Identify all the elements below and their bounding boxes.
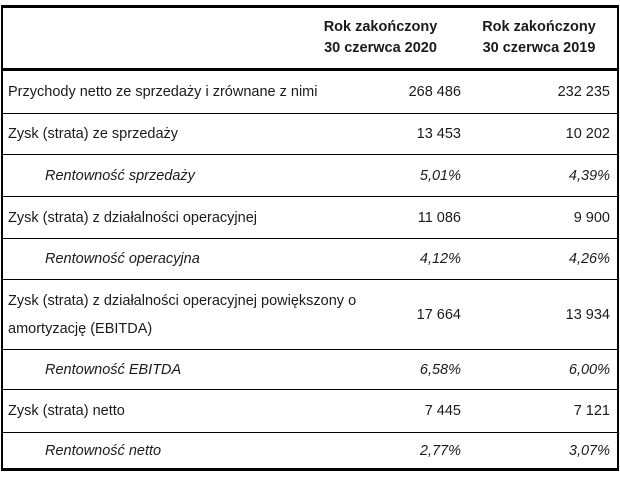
value-2020: 5,01% <box>419 167 461 184</box>
value-2020: 2,77% <box>419 442 461 459</box>
header-col-2019-line2: 30 czerwca 2019 <box>482 40 596 56</box>
row-label: Rentowność sprzedaży <box>45 167 195 184</box>
value-2019: 10 202 <box>565 126 610 142</box>
header-col-2020 <box>300 17 461 59</box>
row-label: Rentowność operacyjna <box>45 251 200 267</box>
row-label: Rentowność EBITDA <box>45 361 182 378</box>
table-row-net-margin <box>3 432 617 468</box>
value-2020: 13 453 <box>416 126 461 142</box>
row-label: Zysk (strata) ze sprzedaży <box>8 126 179 142</box>
value-2020: 7 445 <box>424 403 461 419</box>
header-spacer-cell <box>3 8 300 68</box>
table-row-net-profit <box>3 389 617 432</box>
table-row-operating-margin <box>3 238 617 279</box>
row-label: Przychody netto ze sprzedaży i zrównane z nimi <box>8 84 318 100</box>
header-col-2019-line1: Rok zakończony <box>482 19 596 35</box>
value-2019: 7 121 <box>573 403 610 419</box>
value-2020: 4,12% <box>419 251 461 267</box>
value-2020: 17 664 <box>416 306 461 323</box>
row-label: Zysk (strata) z działalności operacyjnej powiększony o amortyzację (EBITDA) <box>8 292 357 337</box>
value-2019: 4,39% <box>568 167 610 184</box>
header-col-2020-line1: Rok zakończony <box>323 19 438 35</box>
value-2020: 268 486 <box>408 84 461 100</box>
header-col-2019 <box>461 17 617 59</box>
value-2019: 4,26% <box>568 251 610 267</box>
row-label: Rentowność netto <box>45 442 162 459</box>
value-2019: 9 900 <box>573 209 610 226</box>
value-2020: 11 086 <box>417 209 461 226</box>
table-row-ebitda-margin <box>3 349 617 389</box>
table-row-sales-margin <box>3 154 617 196</box>
value-2019: 232 235 <box>557 84 610 100</box>
table-row-ebitda <box>3 279 617 349</box>
value-2019: 13 934 <box>565 306 610 323</box>
table-row-revenue <box>3 71 617 113</box>
header-col-2020-line2: 30 czerwca 2020 <box>324 40 437 56</box>
value-2019: 6,00% <box>568 361 610 378</box>
table-row-sales-profit <box>3 113 617 154</box>
row-label: Zysk (strata) z działalności operacyjnej <box>8 209 258 226</box>
table-header-row <box>3 8 617 71</box>
row-label: Zysk (strata) netto <box>8 403 125 419</box>
financial-results-table <box>1 5 619 471</box>
table-row-operating-profit <box>3 196 617 238</box>
value-2019: 3,07% <box>568 442 610 459</box>
value-2020: 6,58% <box>419 361 461 378</box>
